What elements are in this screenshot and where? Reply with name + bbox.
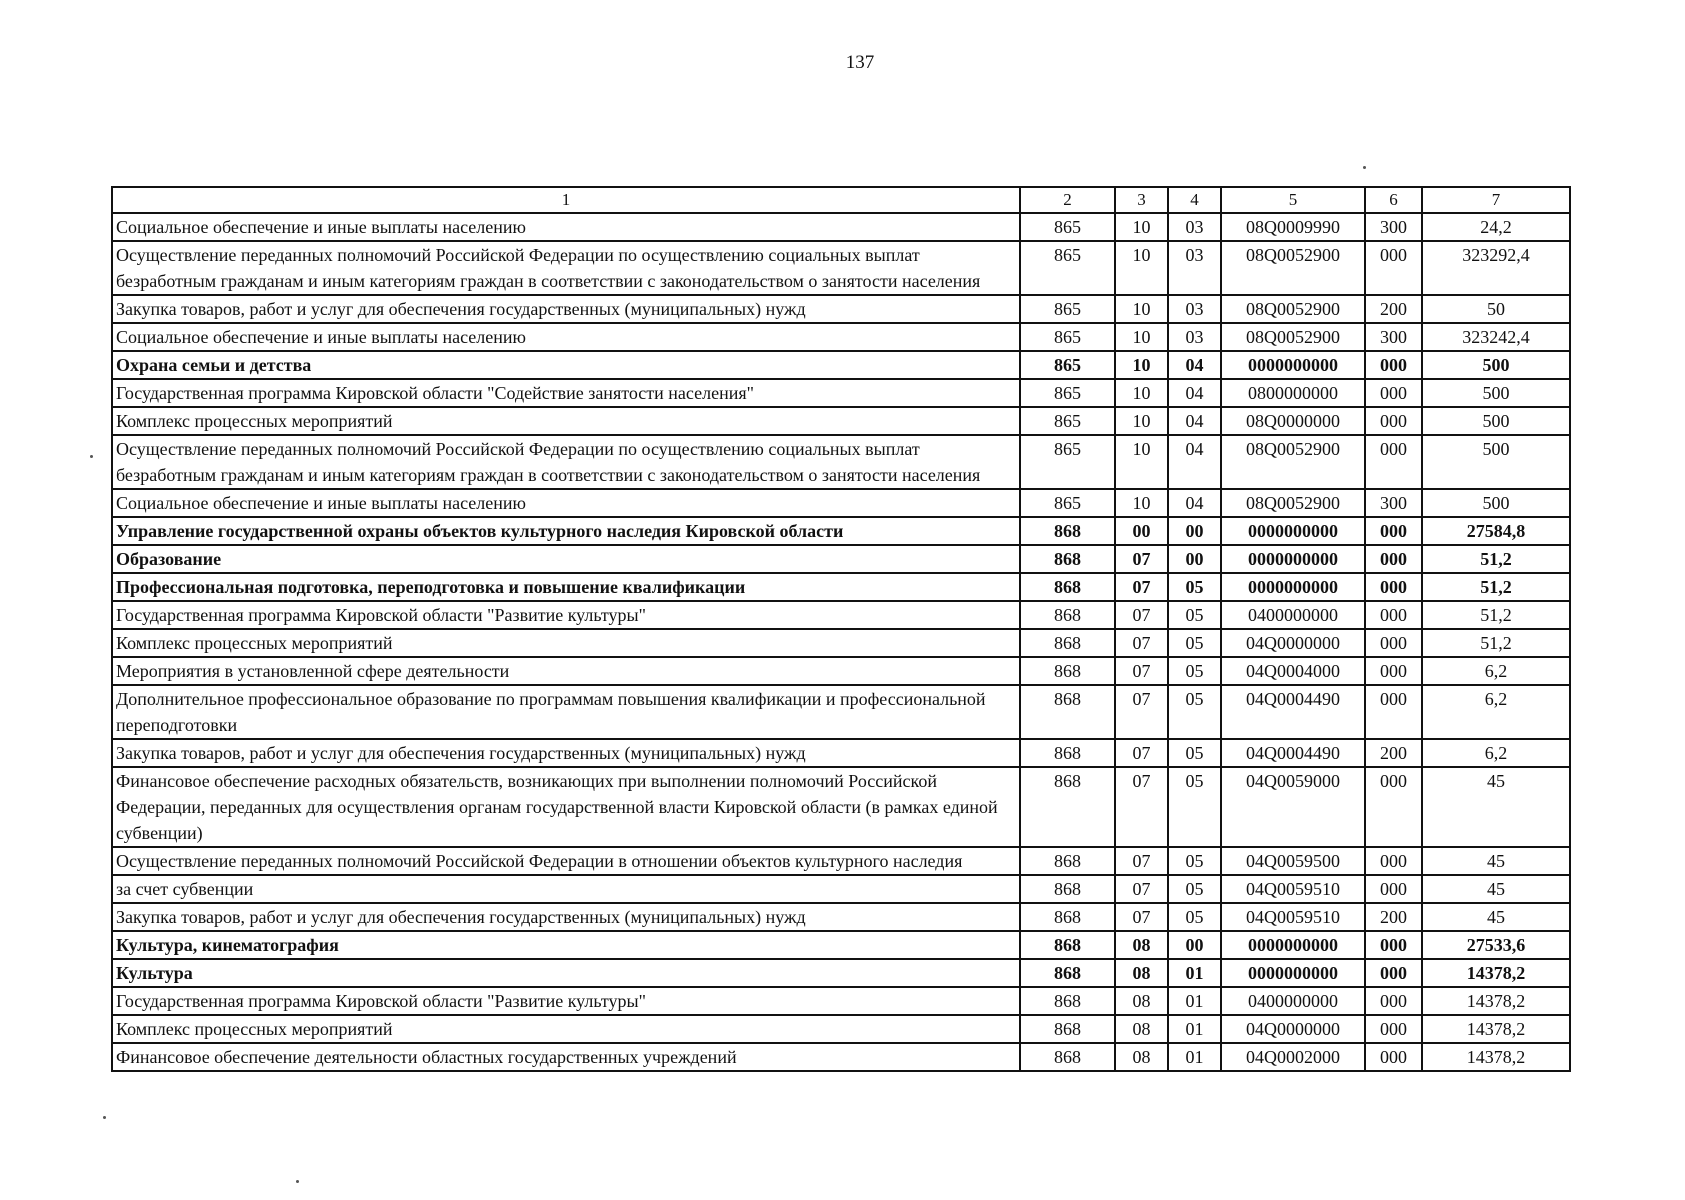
table-row [112, 435, 1570, 489]
table-row [112, 323, 1570, 351]
row-code-5-cell: 0000000000 [1221, 959, 1365, 987]
row-code-3-cell: 07 [1115, 657, 1168, 685]
row-code-4-cell: 05 [1168, 573, 1221, 601]
row-code-2-cell: 868 [1020, 987, 1115, 1015]
table-body [112, 213, 1570, 1071]
row-code-6-cell: 000 [1365, 847, 1422, 875]
row-code-2-cell: 865 [1020, 407, 1115, 435]
row-name-cell: Социальное обеспечение и иные выплаты населению [112, 323, 1020, 351]
row-code-4-cell: 05 [1168, 875, 1221, 903]
row-amount-cell: 45 [1422, 903, 1570, 931]
row-code-2-cell: 868 [1020, 685, 1115, 739]
table-row [112, 351, 1570, 379]
row-code-6-cell: 000 [1365, 931, 1422, 959]
row-code-5-cell: 08Q0009990 [1221, 213, 1365, 241]
scan-speck [103, 1116, 106, 1119]
row-amount-cell: 24,2 [1422, 213, 1570, 241]
row-code-4-cell: 05 [1168, 903, 1221, 931]
row-amount-cell: 500 [1422, 489, 1570, 517]
scan-speck [1363, 166, 1366, 169]
row-code-5-cell: 0000000000 [1221, 931, 1365, 959]
row-code-4-cell: 04 [1168, 407, 1221, 435]
row-amount-cell: 323242,4 [1422, 323, 1570, 351]
row-code-2-cell: 868 [1020, 545, 1115, 573]
row-code-5-cell: 04Q0000000 [1221, 629, 1365, 657]
row-code-2-cell: 865 [1020, 323, 1115, 351]
row-amount-cell: 6,2 [1422, 739, 1570, 767]
row-name-cell: Комплекс процессных мероприятий [112, 629, 1020, 657]
row-code-3-cell: 10 [1115, 351, 1168, 379]
row-code-4-cell: 00 [1168, 545, 1221, 573]
row-code-6-cell: 000 [1365, 241, 1422, 295]
row-name-cell: Управление государственной охраны объектов культурного наследия Кировской области [112, 517, 1020, 545]
row-amount-cell: 51,2 [1422, 573, 1570, 601]
table-row [112, 601, 1570, 629]
header-col-5: 5 [1221, 187, 1365, 213]
row-code-6-cell: 000 [1365, 435, 1422, 489]
header-col-7: 7 [1422, 187, 1570, 213]
row-code-6-cell: 200 [1365, 903, 1422, 931]
row-amount-cell: 500 [1422, 407, 1570, 435]
table-row [112, 1043, 1570, 1071]
row-amount-cell: 500 [1422, 435, 1570, 489]
row-name-cell: Финансовое обеспечение расходных обязательств, возникающих при выполнении полномочий Российской Федерации, переданных для осуществления органам государственной власти Кировской области (в рамках единой субвенции) [112, 767, 1020, 847]
page-number: 137 [845, 52, 875, 73]
row-code-2-cell: 865 [1020, 295, 1115, 323]
budget-table [111, 186, 1571, 1072]
table-row [112, 847, 1570, 875]
row-code-6-cell: 000 [1365, 959, 1422, 987]
row-name-cell: Финансовое обеспечение деятельности областных государственных учреждений [112, 1043, 1020, 1071]
row-code-5-cell: 04Q0059500 [1221, 847, 1365, 875]
row-code-3-cell: 08 [1115, 1015, 1168, 1043]
row-code-2-cell: 868 [1020, 767, 1115, 847]
row-code-3-cell: 07 [1115, 739, 1168, 767]
row-code-3-cell: 10 [1115, 213, 1168, 241]
row-code-4-cell: 01 [1168, 959, 1221, 987]
row-code-2-cell: 865 [1020, 241, 1115, 295]
table-row [112, 295, 1570, 323]
row-code-5-cell: 04Q0004490 [1221, 685, 1365, 739]
row-code-5-cell: 08Q0052900 [1221, 295, 1365, 323]
row-amount-cell: 14378,2 [1422, 1043, 1570, 1071]
row-code-6-cell: 000 [1365, 1015, 1422, 1043]
row-name-cell: Закупка товаров, работ и услуг для обеспечения государственных (муниципальных) нужд [112, 739, 1020, 767]
row-code-5-cell: 08Q0052900 [1221, 241, 1365, 295]
row-name-cell: Осуществление переданных полномочий Российской Федерации по осуществлению социальных выплат безработным гражданам и иным категориям граждан в соответствии с законодательством о занятости населения [112, 435, 1020, 489]
row-code-6-cell: 000 [1365, 601, 1422, 629]
table-row [112, 903, 1570, 931]
row-code-5-cell: 0000000000 [1221, 351, 1365, 379]
row-code-4-cell: 05 [1168, 657, 1221, 685]
row-code-2-cell: 865 [1020, 435, 1115, 489]
row-code-3-cell: 07 [1115, 875, 1168, 903]
row-code-5-cell: 04Q0000000 [1221, 1015, 1365, 1043]
row-name-cell: Государственная программа Кировской области "Развитие культуры" [112, 601, 1020, 629]
row-code-6-cell: 000 [1365, 629, 1422, 657]
row-code-6-cell: 000 [1365, 379, 1422, 407]
row-name-cell: Образование [112, 545, 1020, 573]
row-name-cell: Дополнительное профессиональное образование по программам повышения квалификации и профессиональной переподготовки [112, 685, 1020, 739]
row-code-3-cell: 08 [1115, 1043, 1168, 1071]
table-row [112, 545, 1570, 573]
row-name-cell: Мероприятия в установленной сфере деятельности [112, 657, 1020, 685]
row-code-3-cell: 10 [1115, 435, 1168, 489]
row-amount-cell: 14378,2 [1422, 959, 1570, 987]
table-row [112, 379, 1570, 407]
row-code-2-cell: 865 [1020, 213, 1115, 241]
row-code-2-cell: 868 [1020, 657, 1115, 685]
row-code-2-cell: 868 [1020, 1015, 1115, 1043]
row-code-4-cell: 05 [1168, 685, 1221, 739]
row-amount-cell: 500 [1422, 379, 1570, 407]
row-code-5-cell: 04Q0059000 [1221, 767, 1365, 847]
row-code-6-cell: 000 [1365, 875, 1422, 903]
table-row [112, 1015, 1570, 1043]
table-row [112, 959, 1570, 987]
row-code-5-cell: 04Q0004000 [1221, 657, 1365, 685]
table-row [112, 213, 1570, 241]
row-code-4-cell: 03 [1168, 241, 1221, 295]
row-code-4-cell: 04 [1168, 489, 1221, 517]
table-row [112, 407, 1570, 435]
table-row [112, 931, 1570, 959]
table-row [112, 875, 1570, 903]
row-code-4-cell: 01 [1168, 1015, 1221, 1043]
row-code-4-cell: 03 [1168, 323, 1221, 351]
row-name-cell: Социальное обеспечение и иные выплаты населению [112, 213, 1020, 241]
row-code-4-cell: 05 [1168, 739, 1221, 767]
table-row [112, 767, 1570, 847]
row-code-2-cell: 868 [1020, 739, 1115, 767]
row-code-4-cell: 03 [1168, 295, 1221, 323]
row-code-3-cell: 07 [1115, 767, 1168, 847]
table-row [112, 241, 1570, 295]
row-amount-cell: 50 [1422, 295, 1570, 323]
row-code-5-cell: 04Q0002000 [1221, 1043, 1365, 1071]
row-amount-cell: 27533,6 [1422, 931, 1570, 959]
row-amount-cell: 45 [1422, 767, 1570, 847]
row-code-3-cell: 10 [1115, 379, 1168, 407]
row-code-3-cell: 07 [1115, 629, 1168, 657]
table-row [112, 987, 1570, 1015]
table-row [112, 739, 1570, 767]
row-code-4-cell: 03 [1168, 213, 1221, 241]
header-col-4: 4 [1168, 187, 1221, 213]
row-code-2-cell: 868 [1020, 1043, 1115, 1071]
row-code-5-cell: 04Q0059510 [1221, 875, 1365, 903]
header-col-1: 1 [112, 187, 1020, 213]
scan-speck [90, 455, 93, 458]
row-amount-cell: 51,2 [1422, 601, 1570, 629]
table-row [112, 489, 1570, 517]
row-code-5-cell: 0000000000 [1221, 573, 1365, 601]
row-amount-cell: 51,2 [1422, 545, 1570, 573]
row-name-cell: Комплекс процессных мероприятий [112, 1015, 1020, 1043]
row-name-cell: Закупка товаров, работ и услуг для обеспечения государственных (муниципальных) нужд [112, 295, 1020, 323]
row-amount-cell: 14378,2 [1422, 1015, 1570, 1043]
table-row [112, 629, 1570, 657]
table-row [112, 573, 1570, 601]
row-name-cell: Культура, кинематография [112, 931, 1020, 959]
row-code-5-cell: 08Q0000000 [1221, 407, 1365, 435]
row-code-6-cell: 000 [1365, 351, 1422, 379]
row-code-5-cell: 0400000000 [1221, 601, 1365, 629]
row-name-cell: Профессиональная подготовка, переподготовка и повышение квалификации [112, 573, 1020, 601]
table-row [112, 657, 1570, 685]
row-name-cell: Социальное обеспечение и иные выплаты населению [112, 489, 1020, 517]
row-amount-cell: 14378,2 [1422, 987, 1570, 1015]
row-code-5-cell: 08Q0052900 [1221, 435, 1365, 489]
row-code-2-cell: 868 [1020, 931, 1115, 959]
row-code-4-cell: 01 [1168, 1043, 1221, 1071]
row-name-cell: Охрана семьи и детства [112, 351, 1020, 379]
row-code-5-cell: 0000000000 [1221, 545, 1365, 573]
row-code-2-cell: 868 [1020, 959, 1115, 987]
row-code-6-cell: 300 [1365, 323, 1422, 351]
row-code-3-cell: 08 [1115, 987, 1168, 1015]
row-name-cell: Комплекс процессных мероприятий [112, 407, 1020, 435]
row-code-5-cell: 04Q0004490 [1221, 739, 1365, 767]
row-code-2-cell: 868 [1020, 629, 1115, 657]
header-col-6: 6 [1365, 187, 1422, 213]
row-name-cell: за счет субвенции [112, 875, 1020, 903]
row-code-6-cell: 000 [1365, 407, 1422, 435]
row-code-3-cell: 08 [1115, 959, 1168, 987]
row-code-4-cell: 00 [1168, 931, 1221, 959]
table-row [112, 517, 1570, 545]
row-code-2-cell: 865 [1020, 379, 1115, 407]
row-code-3-cell: 10 [1115, 323, 1168, 351]
row-code-6-cell: 000 [1365, 657, 1422, 685]
row-code-4-cell: 05 [1168, 767, 1221, 847]
row-code-6-cell: 000 [1365, 1043, 1422, 1071]
row-name-cell: Осуществление переданных полномочий Российской Федерации по осуществлению социальных выплат безработным гражданам и иным категориям граждан в соответствии с законодательством о занятости населения [112, 241, 1020, 295]
row-code-4-cell: 00 [1168, 517, 1221, 545]
row-code-2-cell: 868 [1020, 573, 1115, 601]
row-amount-cell: 45 [1422, 847, 1570, 875]
row-code-3-cell: 00 [1115, 517, 1168, 545]
row-code-6-cell: 000 [1365, 685, 1422, 739]
row-code-5-cell: 08Q0052900 [1221, 489, 1365, 517]
row-amount-cell: 45 [1422, 875, 1570, 903]
row-code-4-cell: 05 [1168, 629, 1221, 657]
row-code-4-cell: 04 [1168, 379, 1221, 407]
row-code-3-cell: 10 [1115, 241, 1168, 295]
scan-speck [296, 1180, 299, 1183]
row-code-3-cell: 07 [1115, 685, 1168, 739]
row-code-6-cell: 000 [1365, 545, 1422, 573]
row-code-4-cell: 04 [1168, 351, 1221, 379]
row-code-6-cell: 000 [1365, 573, 1422, 601]
row-amount-cell: 27584,8 [1422, 517, 1570, 545]
table-row [112, 685, 1570, 739]
row-name-cell: Культура [112, 959, 1020, 987]
row-code-3-cell: 07 [1115, 573, 1168, 601]
header-row [112, 187, 1570, 213]
header-col-2: 2 [1020, 187, 1115, 213]
row-code-2-cell: 865 [1020, 489, 1115, 517]
row-code-2-cell: 868 [1020, 875, 1115, 903]
row-code-6-cell: 200 [1365, 739, 1422, 767]
row-code-2-cell: 865 [1020, 351, 1115, 379]
row-code-4-cell: 05 [1168, 601, 1221, 629]
row-code-3-cell: 10 [1115, 295, 1168, 323]
row-code-3-cell: 07 [1115, 545, 1168, 573]
row-code-3-cell: 10 [1115, 489, 1168, 517]
row-code-5-cell: 0400000000 [1221, 987, 1365, 1015]
row-code-3-cell: 08 [1115, 931, 1168, 959]
header-col-3: 3 [1115, 187, 1168, 213]
row-code-6-cell: 200 [1365, 295, 1422, 323]
row-code-6-cell: 300 [1365, 213, 1422, 241]
row-code-2-cell: 868 [1020, 903, 1115, 931]
row-code-6-cell: 000 [1365, 767, 1422, 847]
row-code-5-cell: 0000000000 [1221, 517, 1365, 545]
row-code-2-cell: 868 [1020, 601, 1115, 629]
row-name-cell: Закупка товаров, работ и услуг для обеспечения государственных (муниципальных) нужд [112, 903, 1020, 931]
row-code-2-cell: 868 [1020, 517, 1115, 545]
row-amount-cell: 6,2 [1422, 685, 1570, 739]
row-code-3-cell: 07 [1115, 601, 1168, 629]
row-code-3-cell: 07 [1115, 903, 1168, 931]
row-name-cell: Государственная программа Кировской области "Содействие занятости населения" [112, 379, 1020, 407]
row-amount-cell: 323292,4 [1422, 241, 1570, 295]
row-name-cell: Осуществление переданных полномочий Российской Федерации в отношении объектов культурного наследия [112, 847, 1020, 875]
row-code-3-cell: 10 [1115, 407, 1168, 435]
row-code-5-cell: 04Q0059510 [1221, 903, 1365, 931]
row-code-5-cell: 08Q0052900 [1221, 323, 1365, 351]
row-code-6-cell: 300 [1365, 489, 1422, 517]
row-code-6-cell: 000 [1365, 987, 1422, 1015]
row-code-6-cell: 000 [1365, 517, 1422, 545]
row-amount-cell: 51,2 [1422, 629, 1570, 657]
row-code-5-cell: 0800000000 [1221, 379, 1365, 407]
row-code-4-cell: 01 [1168, 987, 1221, 1015]
row-code-4-cell: 05 [1168, 847, 1221, 875]
row-code-2-cell: 868 [1020, 847, 1115, 875]
row-amount-cell: 500 [1422, 351, 1570, 379]
row-amount-cell: 6,2 [1422, 657, 1570, 685]
row-code-3-cell: 07 [1115, 847, 1168, 875]
row-name-cell: Государственная программа Кировской области "Развитие культуры" [112, 987, 1020, 1015]
row-code-4-cell: 04 [1168, 435, 1221, 489]
